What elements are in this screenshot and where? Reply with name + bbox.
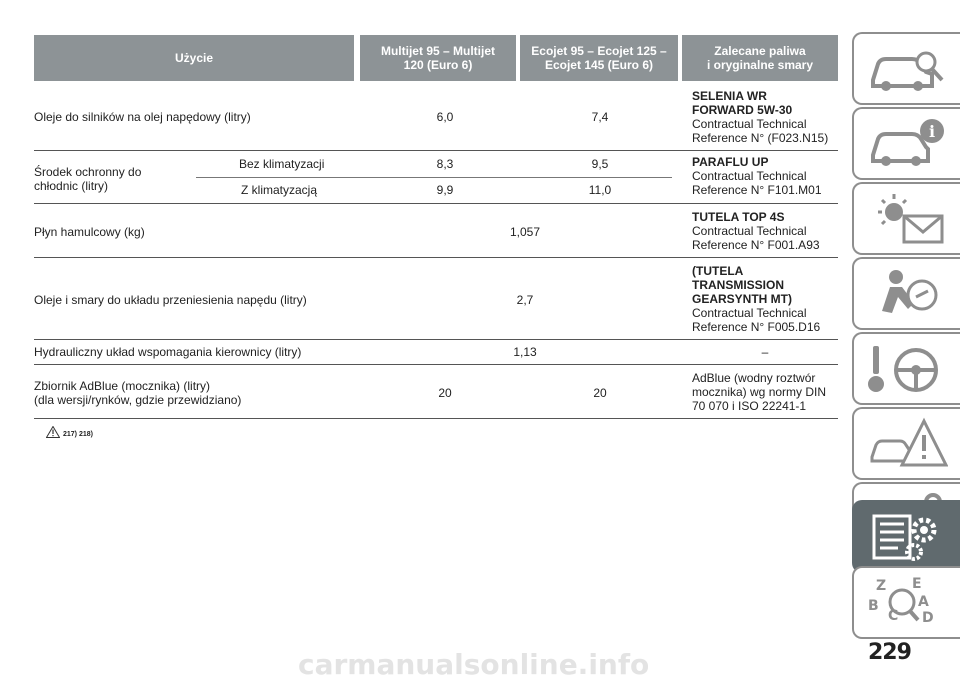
- car-search-icon: [868, 42, 948, 97]
- row-coolant-label: Środek ochronny do chłodnic (litry): [34, 165, 142, 193]
- warning-lights-icon: [868, 192, 948, 247]
- row-divider: [34, 257, 838, 258]
- row-steering-label: Hydrauliczny układ wspomagania kierownicy (litry): [34, 345, 302, 359]
- row-steering-recommendation: –: [761, 345, 769, 359]
- specifications-icon: [868, 510, 948, 565]
- warning-triangle-icon: [46, 426, 60, 438]
- airbag-icon: [868, 267, 948, 322]
- row-adblue-recommendation: AdBlue (wodny roztwór mocznika) wg normy DIN 70 070 i ISO 22241-1: [692, 371, 827, 413]
- row-adblue-multijet: 20: [438, 386, 452, 400]
- header-multijet: Multijet 95 – Multijet 120 (Euro 6): [360, 35, 516, 81]
- row-coolant-sub1-multijet: 8,3: [436, 157, 454, 171]
- row-coolant-sub1-label: Bez klimatyzacji: [239, 157, 325, 171]
- page-number: 229: [868, 640, 911, 665]
- row-steering-value: 1,13: [513, 345, 537, 359]
- sidebar-tab-steering-wheel[interactable]: [852, 332, 960, 405]
- row-coolant-sub2-label: Z klimatyzacją: [241, 183, 318, 197]
- row-sub-divider: [196, 177, 672, 178]
- svg-text:i: i: [928, 122, 936, 141]
- row-divider: [34, 364, 838, 365]
- svg-text:B: B: [868, 598, 879, 614]
- row-transmission-value: 2,7: [516, 293, 534, 307]
- svg-text:E: E: [912, 576, 922, 592]
- car-info-icon: [868, 117, 948, 172]
- steering-wheel-icon: [868, 342, 948, 397]
- sidebar-tab-airbag[interactable]: [852, 257, 960, 330]
- watermark: carmanualsonline.info: [298, 648, 650, 681]
- index-icon: [868, 576, 948, 631]
- row-oil-multijet: 6,0: [436, 110, 454, 124]
- row-coolant-recommendation: PARAFLU UP Contractual Technical Reference N° F101.M01: [692, 155, 822, 197]
- row-brake-value: 1,057: [509, 225, 541, 239]
- sidebar-tab-warning-lights[interactable]: [852, 182, 960, 255]
- warning-note: [46, 426, 93, 438]
- row-transmission-recommendation: (TUTELA TRANSMISSION GEARSYNTH MT) Contractual Technical Reference N° F005.D16: [692, 264, 821, 334]
- sidebar-tab-index[interactable]: [852, 566, 960, 639]
- row-coolant-sub2-ecojet: 11,0: [588, 183, 612, 197]
- row-divider: [34, 203, 838, 204]
- svg-text:D: D: [922, 610, 934, 626]
- row-transmission-label: Oleje i smary do układu przeniesienia napędu (litry): [34, 293, 307, 307]
- svg-text:Z: Z: [876, 578, 887, 594]
- row-divider: [34, 339, 838, 340]
- row-divider: [34, 418, 838, 419]
- road-warning-icon: [868, 417, 948, 472]
- header-ecojet: Ecojet 95 – Ecojet 125 – Ecojet 145 (Euro 6): [520, 35, 678, 81]
- svg-text:C: C: [888, 608, 899, 624]
- row-brake-recommendation: TUTELA TOP 4S Contractual Technical Reference N° F001.A93: [692, 210, 820, 252]
- sidebar-tab-car-info[interactable]: [852, 107, 960, 180]
- row-adblue-ecojet: 20: [593, 386, 607, 400]
- sidebar-tab-specifications[interactable]: [852, 500, 960, 573]
- row-oil-ecojet: 7,4: [591, 110, 609, 124]
- header-usage: Użycie: [34, 35, 354, 81]
- row-coolant-sub2-multijet: 9,9: [436, 183, 454, 197]
- sidebar-tab-road-warning[interactable]: [852, 407, 960, 480]
- warning-refs: 217) 218): [63, 431, 93, 438]
- svg-text:A: A: [918, 594, 929, 610]
- row-divider: [34, 150, 838, 151]
- row-adblue-label: Zbiornik AdBlue (mocznika) (litry) (dla wersji/rynków, gdzie przewidziano): [34, 379, 242, 407]
- row-coolant-sub1-ecojet: 9,5: [591, 157, 609, 171]
- header-recommended: Zalecane paliwa i oryginalne smary: [682, 35, 838, 81]
- row-oil-label: Oleje do silników na olej napędowy (litry): [34, 110, 251, 124]
- sidebar-tab-car-search[interactable]: [852, 32, 960, 105]
- row-brake-label: Płyn hamulcowy (kg): [34, 225, 145, 239]
- row-oil-recommendation: SELENIA WR FORWARD 5W-30 Contractual Technical Reference N° (F023.N15): [692, 89, 829, 145]
